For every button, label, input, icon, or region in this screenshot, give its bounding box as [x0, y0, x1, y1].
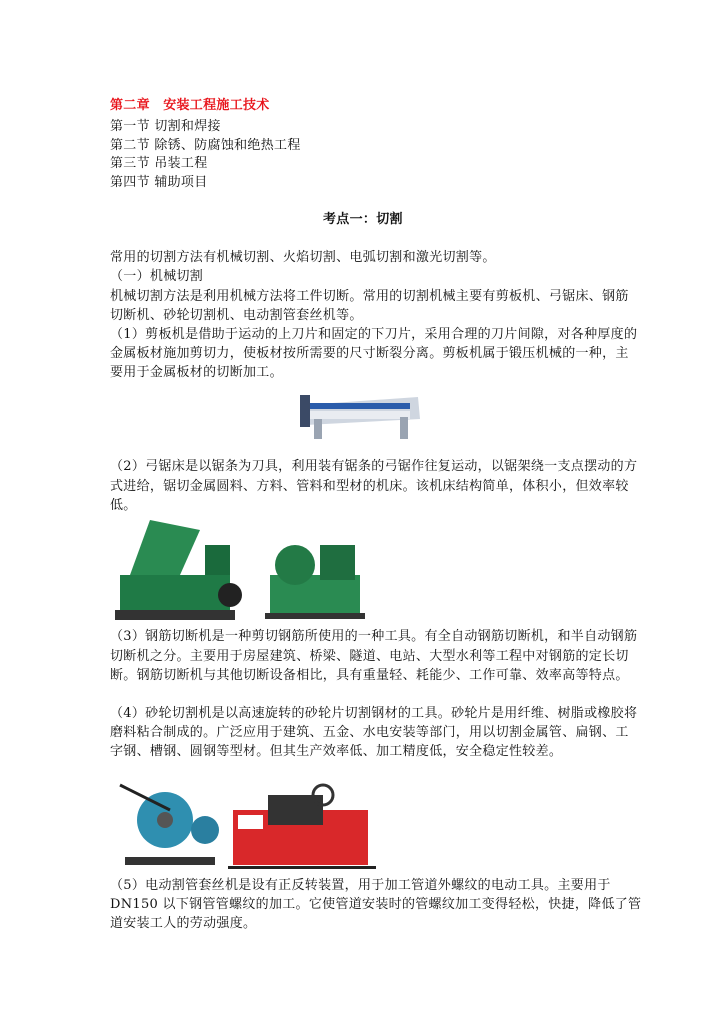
paragraph-line: （1）剪板机是借助于运动的上刀片和固定的下刀片，采用合理的刀片间隙，对各种厚度的 — [110, 327, 638, 342]
paragraph-line: （3）钢筋切断机是一种剪切钢筋所使用的一种工具。有全自动钢筋切断机，和半自动钢筋 — [110, 629, 638, 644]
paragraph-line: 常用的切割方法有机械切割、火焰切割、电弧切割和激光切割等。 — [110, 250, 496, 265]
paragraph-line: （5）电动割管套丝机是设有正反转装置，用于加工管道外螺纹的电动工具。主要用于 — [110, 878, 611, 893]
paragraph-line: 金属板材施加剪切力，使板材按所需要的尺寸断裂分离。剪板机属于锻压机械的一种，主 — [110, 346, 629, 361]
paragraph-line: （一）机械切割 — [110, 269, 204, 284]
pipe-threading-machine-image — [228, 780, 376, 872]
section-1: 第一节 切割和焊接 — [110, 119, 221, 134]
paragraph-line: 道安装工人的劳动强度。 — [110, 916, 257, 931]
chapter-title: 第二章 安装工程施工技术 — [110, 98, 270, 113]
hacksaw-machine-image — [110, 515, 246, 625]
paragraph-line: 字钢、槽钢、圆钢等型材。但其生产效率低、加工精度低，安全稳定性较差。 — [110, 744, 563, 759]
paragraph-line: 切断机之分。主要用于房屋建筑、桥梁、隧道、电站、大型水利等工程中对钢筋的定长切 — [110, 649, 629, 664]
abrasive-cutter-image — [110, 775, 224, 870]
section-4: 第四节 辅助项目 — [110, 175, 208, 190]
section-2: 第二节 除锈、防腐蚀和绝热工程 — [110, 138, 301, 153]
paragraph-line: DN150 以下钢管管螺纹的加工。它使管道安装时的管螺纹加工变得轻松，快捷，降低了管 — [110, 897, 642, 912]
section-3: 第三节 吊装工程 — [110, 156, 208, 171]
paragraph-line: （2）弓锯床是以锯条为刀具，利用装有锯条的弓锯作往复运动，以锯架绕一支点摆动的方 — [110, 459, 638, 474]
paragraph-line: 断。钢筋切断机与其他切断设备相比，具有重量轻、耗能少、工作可靠、效率高等特点。 — [110, 668, 629, 683]
paragraph-line: 低。 — [110, 498, 137, 513]
paragraph-line: 磨料粘合制成的。广泛应用于建筑、五金、水电安装等部门，用以切割金属管、扁钢、工 — [110, 725, 629, 740]
paragraph-line: 机械切割方法是利用机械方法将工件切断。常用的切割机械主要有剪板机、弓锯床、钢筋 — [110, 289, 629, 304]
shearing-machine-image — [300, 385, 424, 441]
paragraph-line: （4）砂轮切割机是以高速旋转的砂轮片切割钢材的工具。砂轮片是用纤维、树脂或橡胶将 — [110, 706, 638, 721]
paragraph-line: 式进给，锯切金属圆料、方料、管料和型材的机床。该机床结构简单，体积小，但效率较 — [110, 479, 629, 494]
paragraph-line: 要用于金属板材的切断加工。 — [110, 365, 283, 380]
paragraph-line: 切断机、砂轮切割机、电动割管套丝机等。 — [110, 308, 363, 323]
point-title: 考点一：切割 — [323, 212, 403, 227]
rebar-cutter-image — [265, 525, 367, 625]
